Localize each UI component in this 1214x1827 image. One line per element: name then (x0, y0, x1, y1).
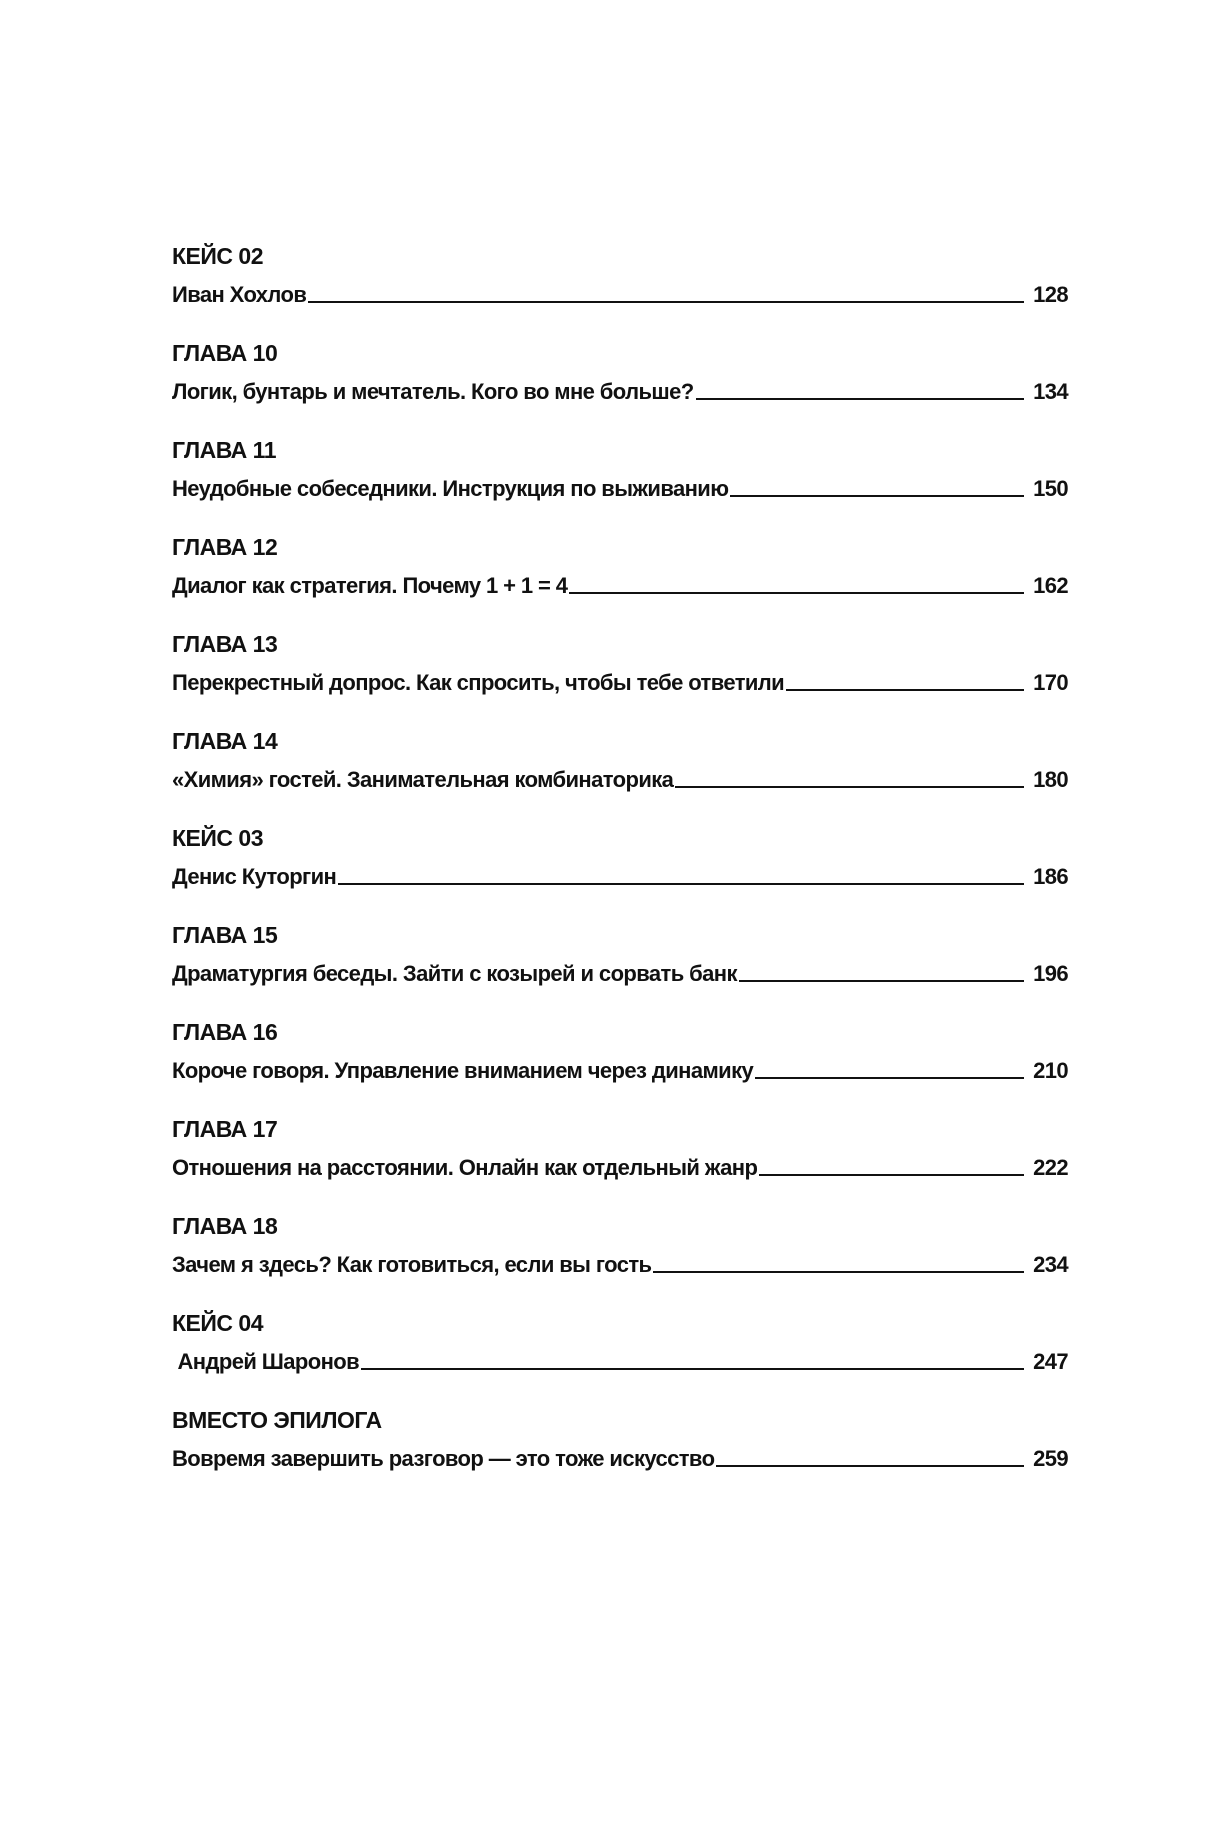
toc-leader-line (696, 398, 1024, 400)
toc-title: Андрей Шаронов (172, 1349, 360, 1374)
toc-heading: ГЛАВА 18 (172, 1213, 278, 1239)
toc-line (172, 1345, 1068, 1375)
toc-entry (172, 1212, 1068, 1309)
toc-leader-line (759, 1174, 1024, 1176)
toc-page-number: 180 (1033, 767, 1068, 792)
toc-line (172, 860, 1068, 890)
toc-title: Неудобные собеседники. Инструкция по выживанию (172, 476, 729, 501)
toc-title: Денис Куторгин (172, 864, 337, 889)
toc-page-number: 247 (1033, 1349, 1068, 1374)
toc-entry (172, 824, 1068, 921)
toc-leader-line (308, 301, 1024, 303)
toc-line (172, 957, 1068, 987)
toc-leader-line (338, 883, 1024, 885)
toc-leader-line (361, 1368, 1024, 1370)
toc-leader-line (730, 495, 1024, 497)
toc-title: «Химия» гостей. Занимательная комбинаторика (172, 767, 674, 792)
toc-entry (172, 921, 1068, 1018)
toc-entry (172, 533, 1068, 630)
toc-page-number: 150 (1033, 476, 1068, 501)
toc-page-number: 222 (1033, 1155, 1068, 1180)
toc-heading: КЕЙС 04 (172, 1310, 263, 1336)
toc-title: Короче говоря. Управление вниманием через динамику (172, 1058, 754, 1083)
toc-entry (172, 1309, 1068, 1406)
toc-title: Перекрестный допрос. Как спросить, чтобы тебе ответили (172, 670, 785, 695)
toc-page-number: 170 (1033, 670, 1068, 695)
toc-title: Иван Хохлов (172, 282, 307, 307)
toc-heading: КЕЙС 03 (172, 825, 263, 851)
toc-entry (172, 436, 1068, 533)
toc-page-number: 259 (1033, 1446, 1068, 1471)
toc-leader-line (716, 1465, 1024, 1467)
toc-entry (172, 1406, 1068, 1503)
toc-heading: ГЛАВА 13 (172, 631, 278, 657)
toc-line (172, 666, 1068, 696)
toc-line (172, 1054, 1068, 1084)
toc-heading: КЕЙС 02 (172, 243, 263, 269)
toc-line (172, 1442, 1068, 1472)
toc-leader-line (675, 786, 1024, 788)
toc-entry (172, 1115, 1068, 1212)
toc-heading: ГЛАВА 15 (172, 922, 278, 948)
toc-entry (172, 630, 1068, 727)
toc-title: Вовремя завершить разговор — это тоже искусство (172, 1446, 715, 1471)
toc-page-number: 162 (1033, 573, 1068, 598)
toc-entry (172, 727, 1068, 824)
toc-line (172, 375, 1068, 405)
toc-line (172, 763, 1068, 793)
toc-entry (172, 339, 1068, 436)
toc-leader-line (739, 980, 1024, 982)
toc-title: Диалог как стратегия. Почему 1 + 1 = 4 (172, 573, 568, 598)
toc-leader-line (569, 592, 1024, 594)
toc-leader-line (653, 1271, 1024, 1273)
toc-page-number: 134 (1033, 379, 1068, 404)
toc-title: Отношения на расстоянии. Онлайн как отдельный жанр (172, 1155, 758, 1180)
toc-leader-line (786, 689, 1024, 691)
toc-heading: ГЛАВА 12 (172, 534, 278, 560)
toc-line (172, 1151, 1068, 1181)
toc-leader-line (755, 1077, 1024, 1079)
toc-page-number: 128 (1033, 282, 1068, 307)
toc-heading: ГЛАВА 11 (172, 437, 276, 463)
toc-title: Логик, бунтарь и мечтатель. Кого во мне больше? (172, 379, 694, 404)
toc-heading: ВМЕСТО ЭПИЛОГА (172, 1407, 382, 1433)
toc-heading: ГЛАВА 10 (172, 340, 278, 366)
toc-title: Зачем я здесь? Как готовиться, если вы гость (172, 1252, 652, 1277)
toc-line (172, 1248, 1068, 1278)
toc-line (172, 569, 1068, 599)
toc-heading: ГЛАВА 16 (172, 1019, 278, 1045)
toc-line (172, 278, 1068, 308)
toc-page-number: 234 (1033, 1252, 1068, 1277)
toc-entry (172, 242, 1068, 339)
toc-title: Драматургия беседы. Зайти с козырей и сорвать банк (172, 961, 737, 986)
toc-heading: ГЛАВА 14 (172, 728, 278, 754)
toc-entry (172, 1018, 1068, 1115)
toc-page-number: 196 (1033, 961, 1068, 986)
toc-heading: ГЛАВА 17 (172, 1116, 278, 1142)
toc-page-number: 186 (1033, 864, 1068, 889)
table-of-contents (172, 242, 1068, 1503)
toc-line (172, 472, 1068, 502)
toc-page-number: 210 (1033, 1058, 1068, 1083)
